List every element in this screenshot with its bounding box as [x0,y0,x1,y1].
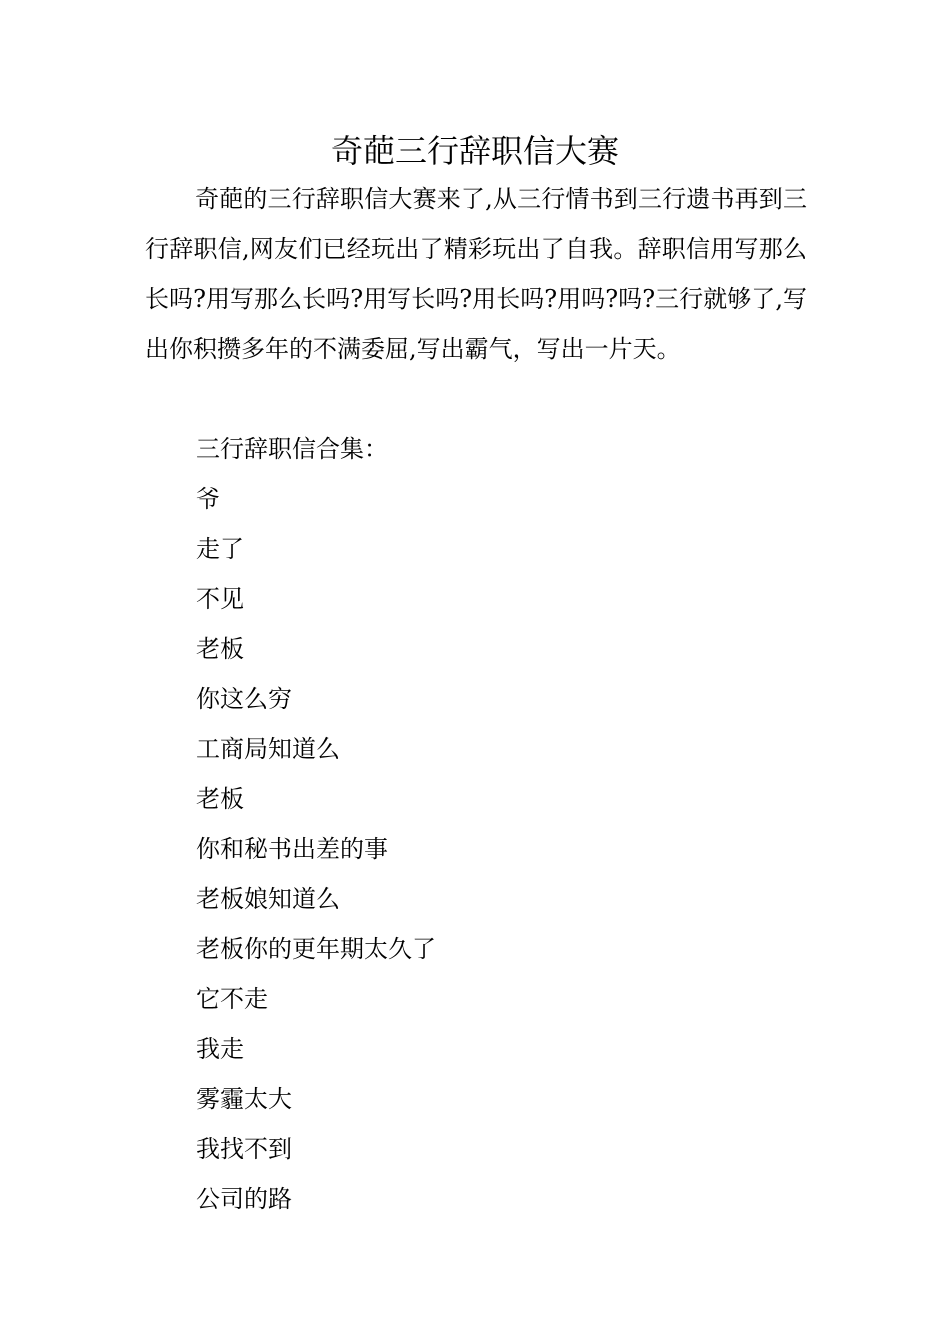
line-item: 老板你的更年期太久了 [196,935,436,963]
line-item: 老板 [196,635,244,663]
letter-lines [196,424,796,1224]
line-item: 公司的路 [196,1185,292,1213]
line-item: 老板娘知道么 [196,885,340,913]
line-item: 它不走 [196,985,268,1013]
line-item: 三行辞职信合集： [196,435,388,463]
line-item: 走了 [196,535,244,563]
line-item: 工商局知道么 [196,735,340,763]
line-item: 我找不到 [196,1135,292,1163]
line-item: 你和秘书出差的事 [196,835,388,863]
line-item: 不见 [196,585,244,613]
line-item: 老板 [196,785,244,813]
line-item: 爷 [196,485,220,513]
document-title: 奇葩三行辞职信大赛 [330,132,619,170]
line-item: 你这么穷 [196,685,292,713]
intro-paragraph: 奇葩的三行辞职信大赛来了,从三行情书到三行遗书再到三行辞职信,网友们已经玩出了精彩玩出了自我。辞职信用写那么长吗?用写那么长吗?用写长吗?用长吗?用吗?吗?三行就够了,写出你积攒多年的不满委屈,写出霸气，写出一片天。 [145,185,807,363]
line-item: 我走 [196,1035,244,1063]
line-item: 雾霾太大 [196,1085,292,1113]
